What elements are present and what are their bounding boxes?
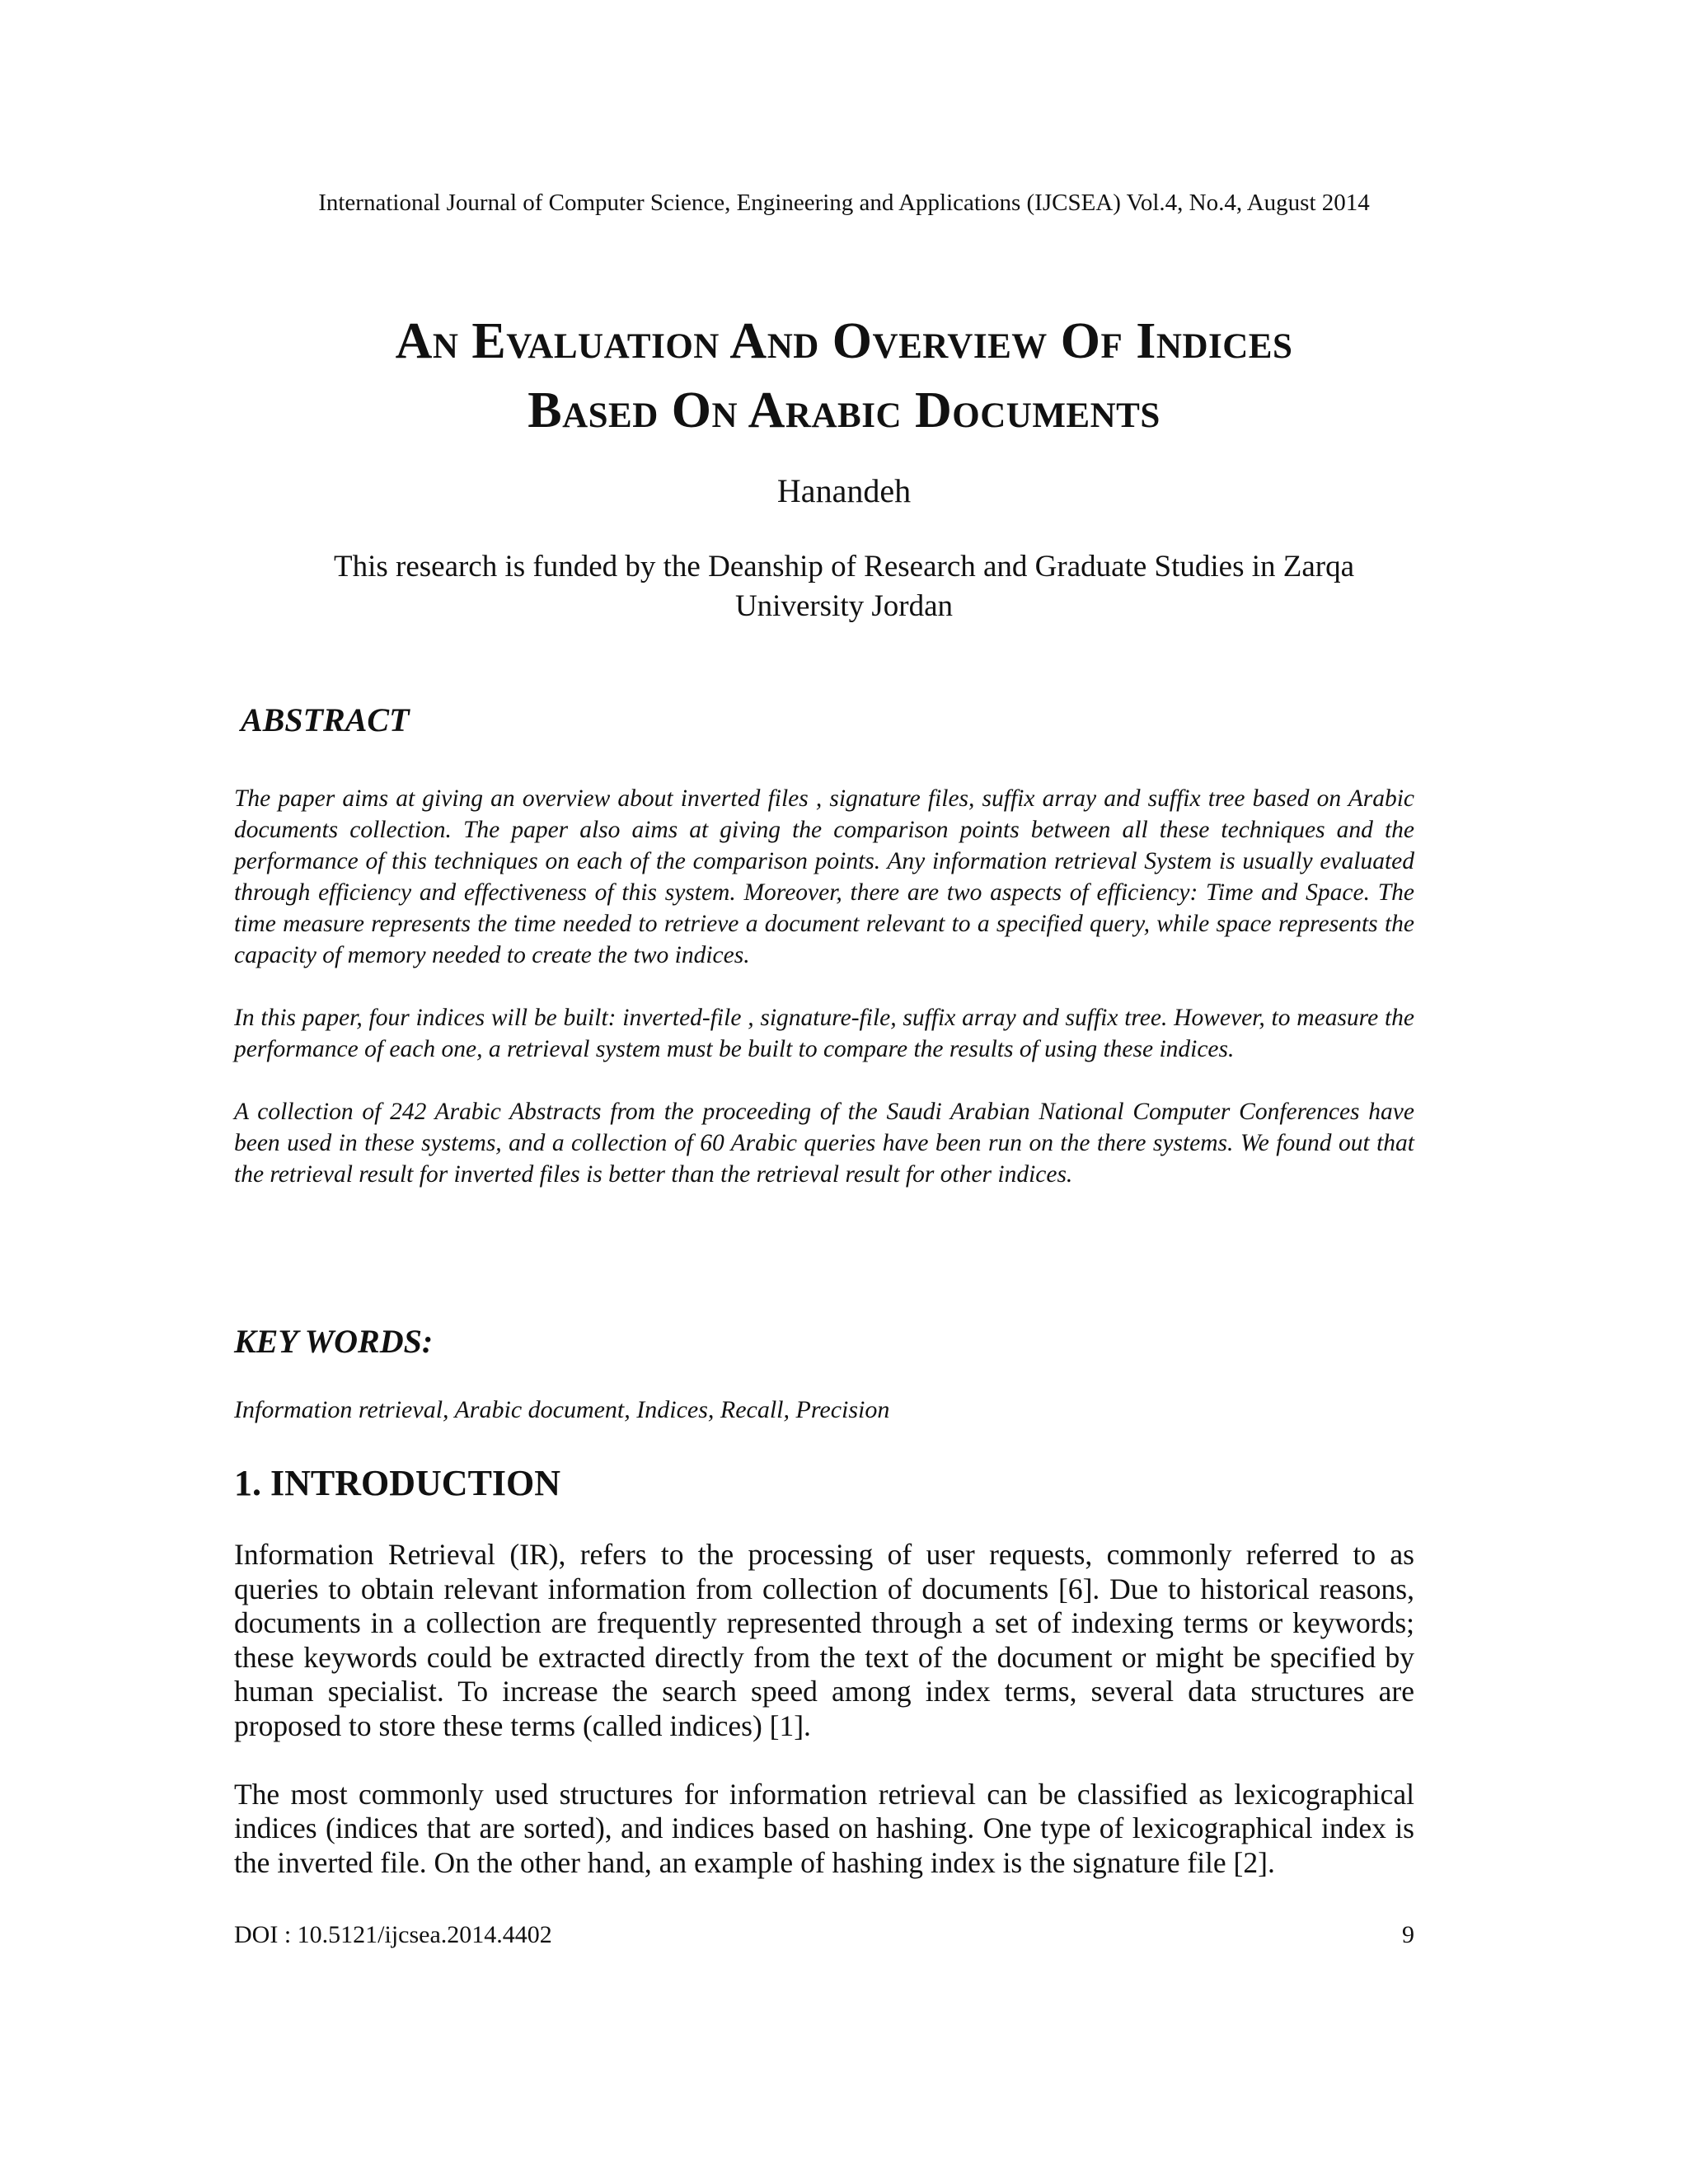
introduction-paragraph: The most commonly used structures for information retrieval can be classified as lexicographical indices (indices that are sorted), and indices based on hashing. One type of lexicographical index is the inverted file. On the other hand, an example of hashing index is the signature file [2]. [234, 1777, 1414, 1879]
introduction-paragraph: Information Retrieval (IR), refers to the processing of user requests, commonly referred to as queries to obtain relevant information from collection of documents [6]. Due to historical reasons, documents in a collection are frequently represented through a set of indexing terms or keywords; these keywords could be extracted directly from the text of the document or might be specified by human specialist. To increase the search speed among index terms, several data structures are proposed to store these terms (called indices) [1]. [234, 1538, 1414, 1742]
abstract-heading: ABSTRACT [241, 701, 410, 738]
abstract-paragraph: A collection of 242 Arabic Abstracts from the proceeding of the Saudi Arabian National Computer Conferences have been used in these systems, and a collection of 60 Arabic queries have been run on the there systems. We found out that the retrieval result for inverted files is better than the retrieval result for other indices. [234, 1099, 1414, 1188]
introduction-body [234, 1538, 1414, 1915]
funding-line-2: University Jordan [734, 589, 954, 623]
paper-title [0, 307, 1688, 445]
footer-page-number: 9 [1402, 1921, 1414, 1948]
author-name: Hanandeh [776, 472, 912, 509]
abstract-body [234, 783, 1414, 1221]
keywords-heading: KEY WORDS: [234, 1323, 434, 1360]
abstract-paragraph: The paper aims at giving an overview about inverted files , signature files, suffix array and suffix tree based on Arabic documents collection. The paper also aims at giving the comparison points between all these techniques and the performance of this techniques on each of the comparison points. Any information retrieval System is usually evaluated through efficiency and effectiveness of this system. Moreover, there are two aspects of efficiency: Time and Space. The time measure represents the time needed to retrieve a document relevant to a specified query, while space represents the capacity of memory needed to create the two indices. [234, 785, 1414, 968]
introduction-heading: 1. INTRODUCTION [234, 1463, 561, 1503]
footer-doi: DOI : 10.5121/ijcsea.2014.4402 [234, 1921, 552, 1948]
funding-line-1: This research is funded by the Deanship of Research and Graduate Studies in Zarqa [333, 550, 1355, 583]
keywords-list: Information retrieval, Arabic document, Indices, Recall, Precision [234, 1396, 890, 1423]
journal-running-header: International Journal of Computer Science, Engineering and Applications (IJCSEA) Vol.4, No.4, August 2014 [318, 190, 1370, 216]
funding-note [247, 547, 1441, 626]
paper-title-line-1: An Evaluation And Overview Of Indices [395, 313, 1293, 369]
paper-title-line-2: Based On Arabic Documents [528, 382, 1160, 438]
abstract-paragraph: In this paper, four indices will be built: inverted-file , signature-file, suffix array and suffix tree. However, to measure the performance of each one, a retrieval system must be built to compare the results of using these indices. [234, 1005, 1414, 1062]
